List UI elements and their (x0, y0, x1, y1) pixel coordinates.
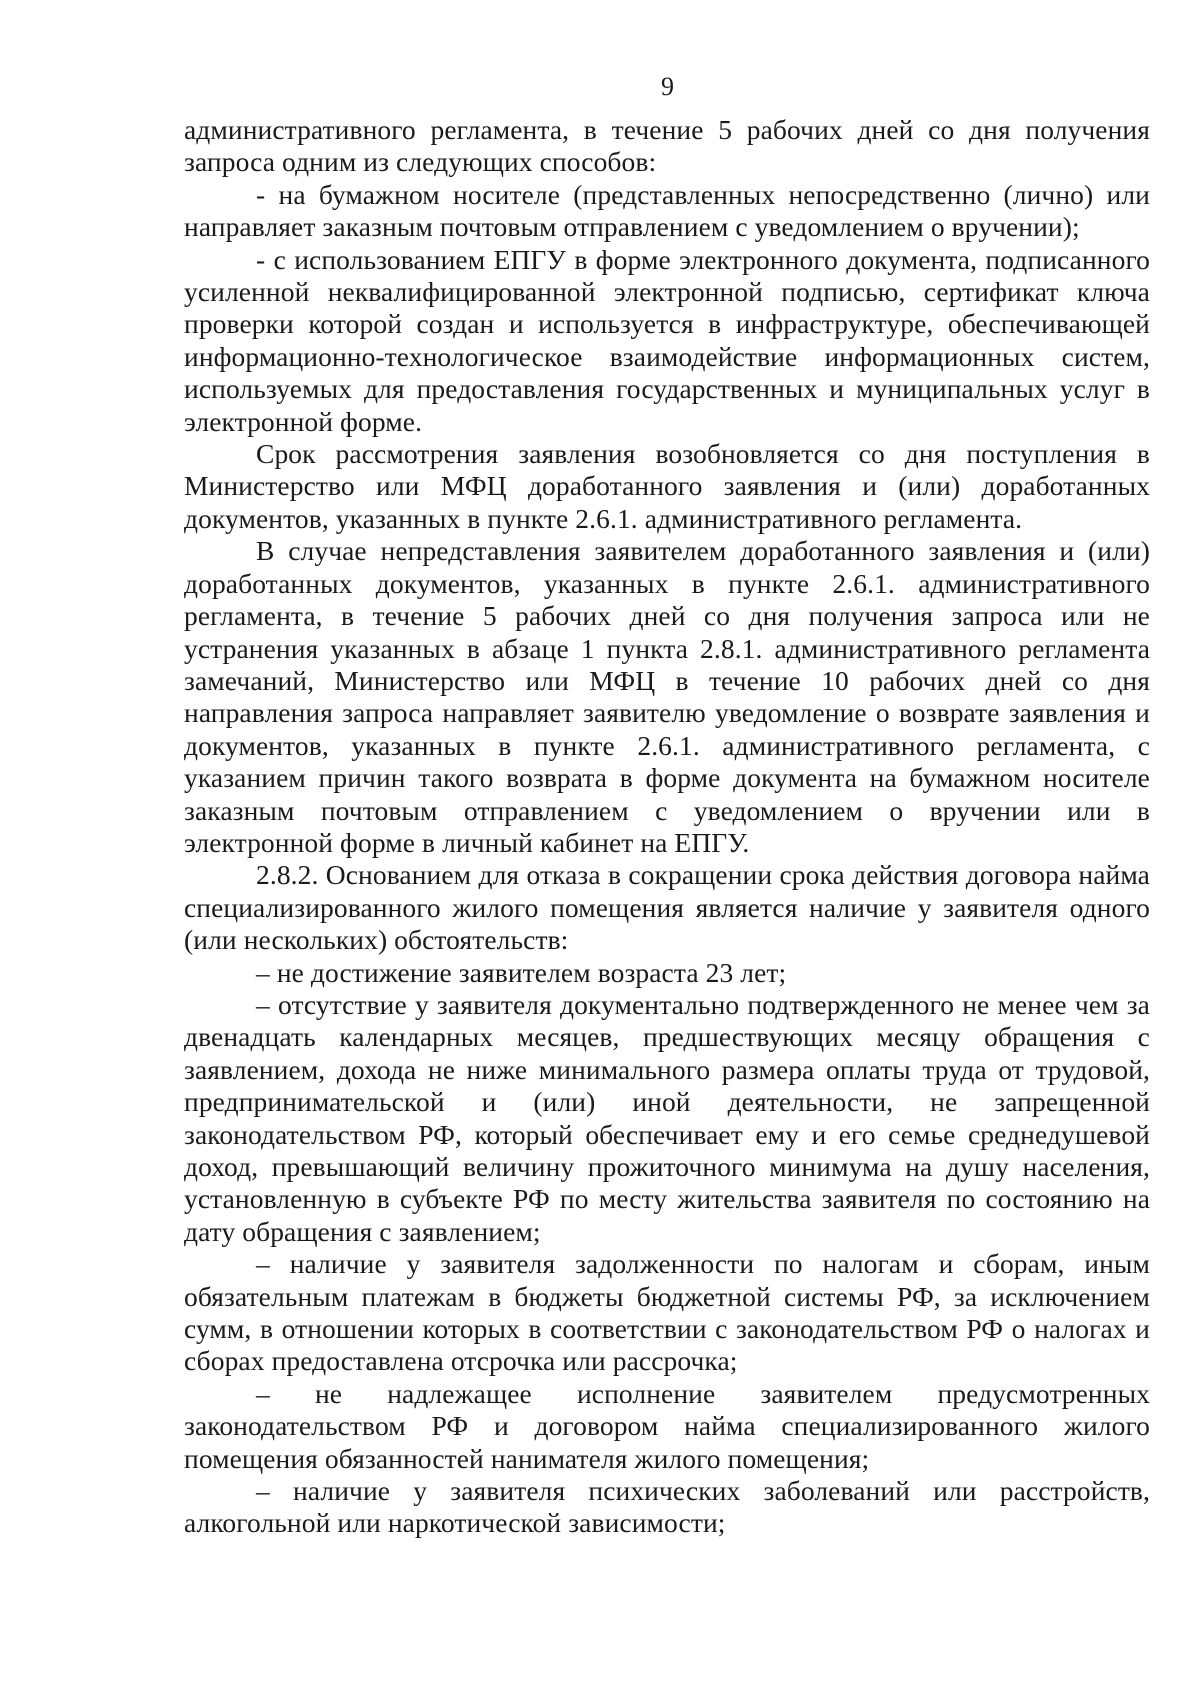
list-item-epgu: - с использованием ЕПГУ в форме электронного документа, подписанного усиленной неквалифицированной электронной подписью, сертификат ключа проверки которой создан и используется в инфраструктуре, обеспечивающей информационно-технологическое взаимодействие информационных систем, используемых для предоставления государственных и муниципальных услуг в электронной форме. (184, 243, 1150, 437)
list-item-health: – наличие у заявителя психических заболеваний или расстройств, алкогольной или наркотической зависимости; (184, 1475, 1150, 1539)
list-item-income: – отсутствие у заявителя документально подтвержденного не менее чем за двенадцать календарных месяцев, предшествующих месяцу обращения с заявлением, дохода не ниже минимального размера оплаты труда от трудовой, предпринимательской и (или) иной деятельности, не запрещенной законодательством РФ, который обеспечивает ему и его семье среднедушевой доход, превышающий величину прожиточного минимума на душу населения, установленную в субъекте РФ по месту жительства заявителя по состоянию на дату обращения с заявлением; (184, 988, 1150, 1247)
paragraph-review-term: Срок рассмотрения заявления возобновляется со дня поступления в Министерство или МФЦ доработанного заявления и (или) доработанных документов, указанных в пункте 2.6.1. административного регламента. (184, 438, 1150, 534)
document-body (184, 114, 1150, 1540)
paragraph-section-2-8-2: 2.8.2. Основанием для отказа в сокращении срока действия договора найма специализированного жилого помещения является наличие у заявителя одного (или нескольких) обстоятельств: (184, 859, 1150, 956)
list-item-tax-debt: – наличие у заявителя задолженности по налогам и сборам, иным обязательным платежам в бюджеты бюджетной системы РФ, за исключением сумм, в отношении которых в соответствии с законодательством РФ о налогах и сборах предоставлена отсрочка или рассрочка; (184, 1248, 1150, 1377)
page-number: 9 (661, 72, 674, 101)
list-item-paper: - на бумажном носителе (представленных непосредственно (лично) или направляет заказным почтовым отправлением с уведомлением о вручении); (184, 178, 1150, 243)
paragraph-non-submission: В случае непредставления заявителем доработанного заявления и (или) доработанных документов, указанных в пункте 2.6.1. административного регламента, в течение 5 рабочих дней со дня получения запроса или не устранения указанных в абзаце 1 пункта 2.8.1. административного регламента замечаний, Министерство или МФЦ в течение 10 рабочих дней со дня направления запроса направляет заявителю уведомление о возврате заявления и документов, указанных в пункте 2.6.1. административного регламента, с указанием причин такого возврата в форме документа на бумажном носителе заказным почтовым отправлением с уведомлением о вручении или в электронной форме в личный кабинет на ЕПГУ. (184, 535, 1150, 858)
paragraph-continuation: административного регламента, в течение 5 рабочих дней со дня получения запроса одним из следующих способов: (184, 114, 1150, 178)
list-item-improper-performance: – не надлежащее исполнение заявителем предусмотренных законодательством РФ и договором найма специализированного жилого помещения обязанностей нанимателя жилого помещения; (184, 1377, 1150, 1474)
list-item-age: – не достижение заявителем возраста 23 лет; (256, 956, 787, 988)
